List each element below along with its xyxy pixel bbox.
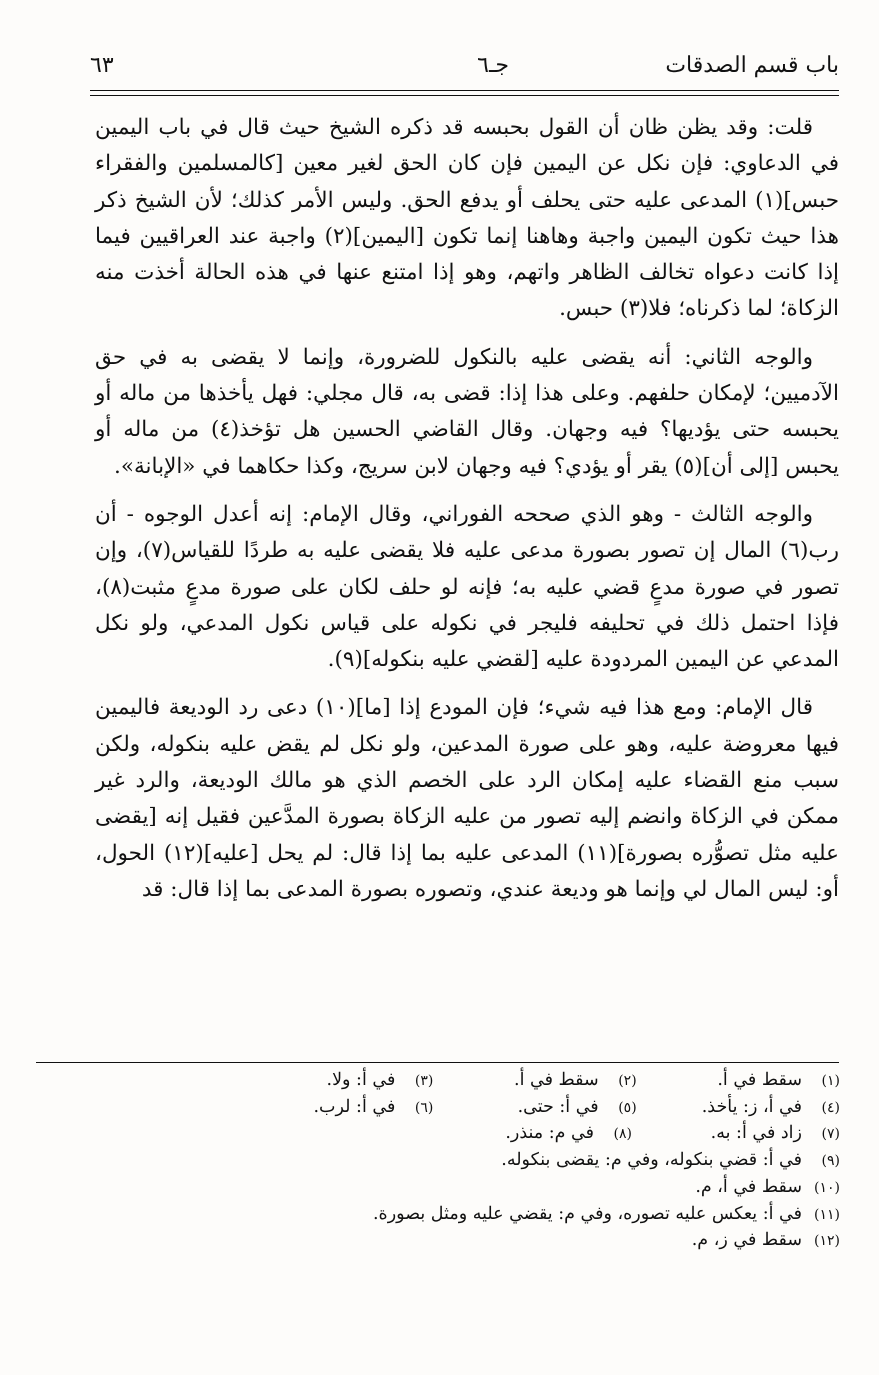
footnote-number: (١) [821,1073,840,1089]
footnote-text: في أ: يعكس عليه تصوره، وفي م: يقضي عليه ومثل بصورة. [372,1203,802,1224]
footnote-text: في أ: ولا. [326,1070,396,1090]
footnote-number: (٥) [618,1099,637,1116]
footnote-text: سقط في أ. [514,1070,599,1090]
running-header [90,48,839,84]
footnote [230,1175,840,1202]
footnote-text: في أ، ز: يأخذ. [701,1096,802,1117]
footnote-number: (١١) [814,1206,840,1223]
header-rule [90,90,839,91]
footnote-number: (٣) [414,1073,434,1089]
footnote-text: في م: منذر. [505,1123,594,1144]
footnote-number: (٩) [821,1153,840,1170]
footnote [230,1148,840,1175]
footnote [230,1068,433,1095]
paragraph: قال الإمام: ومع هذا فيه شيء؛ فإن المودع إذا [ما](١٠) دعى رد الوديعة فاليمين فيها معروضة عليه، وهو على صورة المدعين، ولو نكل لم يقض عليه بنكوله، ولكن سبب منع القضاء عليه إمكان الرد على الخصم الذي هو مالك الوديعة، والرد غير ممكن في الزكاة وانضم إليه تصور من عليه الزكاة بصورة المدَّعين فقيل إنه [يقضى عليه مثل تصوُّره بصورة](١١) المدعى عليه بما إذا قال: لم يحل [عليه](١٢) الحول، أو: ليس المال لي وإنما هو وديعة عندي، وتصوره بصورة المدعى بما إذا قال: قد [95,695,839,902]
footnote-number: (٢) [618,1073,637,1089]
footnote-number: (٨) [613,1126,632,1143]
footnote-text: سقط في ز، م. [691,1230,802,1251]
page-number: ٦٣ [90,53,114,78]
footnote [433,1095,636,1122]
footnote-number: (٦) [414,1099,434,1116]
footnote-text: سقط في أ. [717,1070,802,1090]
footnote-number: (١٠) [814,1179,840,1196]
footnote-number: (٤) [821,1099,840,1116]
footnote [632,1121,840,1148]
footnote [637,1095,840,1122]
footnote-text: سقط في أ، م. [695,1176,802,1197]
footnotes [230,1068,840,1255]
footnote [433,1068,636,1095]
footnote [230,1228,840,1255]
chapter-title: باب قسم الصدقات [665,53,839,78]
footnote [230,1095,433,1122]
footnote [637,1068,840,1095]
footnote-text: في أ: حتى. [517,1096,599,1117]
main-text [95,110,839,920]
paragraph: قلت: وقد يظن ظان أن القول بحبسه قد ذكره الشيخ حيث قال في باب اليمين في الدعاوي: فإن نكل عن اليمين فإن كان الحق لغير معين [كالمسلمين والفقراء حبس](١) المدعى عليه حتى يحلف أو يدفع الحق. وليس الأمر كذلك؛ لأن الشيخ ذكر هذا حيث تكون اليمين واجبة وهاهنا إنما تكون [اليمين](٢) واجبة عند العراقيين فيما إذا كانت دعواه تخالف الظاهر واتهم، وهو إذا امتنع عنها في هذه الحالة أخذت منه الزكاة؛ لما ذكرناه؛ فلا(٣) حبس. [95,115,839,322]
footnote [424,1121,632,1148]
footnote-row [230,1121,840,1148]
volume-number: جـ٦ [477,53,509,78]
header-rule-thin [90,95,839,96]
footnote-text: في أ: لرب. [313,1096,396,1117]
footnote-text: في أ: قضي بنكوله، وفي م: يقضى بنكوله. [501,1150,802,1171]
footnote-number: (٧) [821,1126,840,1143]
paragraph: والوجه الثاني: أنه يقضى عليه بالنكول للضرورة، وإنما لا يقضى به في حق الآدميين؛ لإمكان حلفهم. وعلى هذا إذا: قضى به، قال مجلي: فهل يأخذها من ماله أو يحبسه حتى يؤديها؟ فيه وجهان. وقال القاضي الحسين هل تؤخذ(٤) من ماله أو يحبس [إلى أن](٥) يقر أو يؤدي؟ فيه وجهان لابن سريج، وكذا حكاهما في «الإبانة». [95,344,839,479]
footnote-row [230,1095,840,1122]
footnote-separator [36,1062,839,1063]
footnote-row [230,1068,840,1095]
footnote [230,1202,840,1229]
footnote-number: (١٢) [814,1233,840,1250]
paragraph: والوجه الثالث - وهو الذي صححه الفوراني، وقال الإمام: إنه أعدل الوجوه - أن رب(٦) المال إن تصور بصورة مدعى عليه فلا يقضى عليه به طردًا للقياس(٧)، وإن تصور في صورة مدعٍ قضي عليه به؛ فإنه لو حلف لكان على صورة مدعٍ مثبت(٨)، فإذا احتمل ذلك في تحليفه فليجر في نكوله على قياس نكول المدعي، ولو نكل المدعي عن اليمين المردودة عليه [لقضي عليه بنكوله](٩). [95,501,839,673]
footnote-text: زاد في أ: به. [710,1123,802,1144]
